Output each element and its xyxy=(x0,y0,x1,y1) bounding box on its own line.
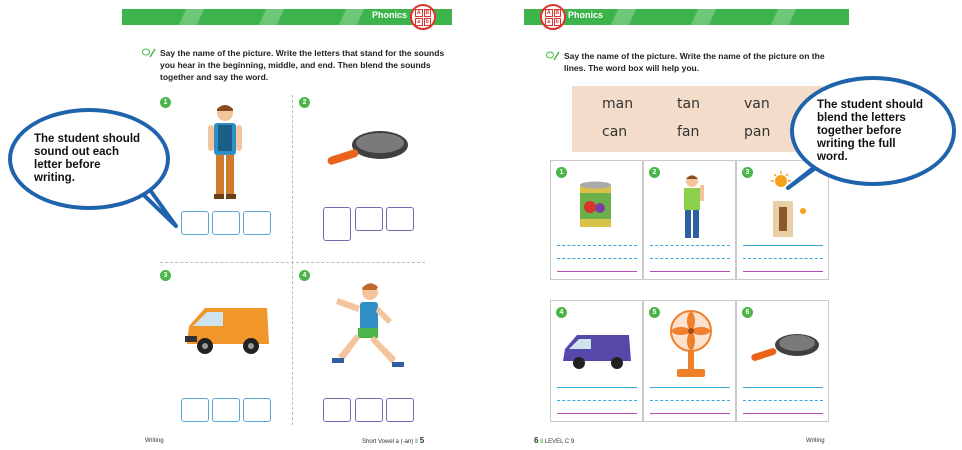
phonics-badge-icon: A B a b xyxy=(410,4,436,30)
writing-line[interactable] xyxy=(650,387,730,388)
letter-box-end[interactable] xyxy=(243,211,271,235)
letter-box-end[interactable] xyxy=(386,398,414,422)
word-box-word: fan xyxy=(677,124,700,140)
runner-icon xyxy=(330,280,405,385)
letter-box-end[interactable] xyxy=(243,398,271,422)
footer-left: Writing xyxy=(145,438,164,444)
writing-line[interactable] xyxy=(557,413,637,414)
writing-line[interactable] xyxy=(743,245,823,246)
writing-line[interactable] xyxy=(650,245,730,246)
writing-line[interactable] xyxy=(557,258,637,259)
word-box-word: man xyxy=(602,96,634,112)
footer-left: 6 ‖ LEVEL C 9 xyxy=(534,436,575,445)
item-number: 6 xyxy=(742,307,753,318)
writing-line[interactable] xyxy=(743,258,823,259)
writing-line[interactable] xyxy=(650,258,730,259)
exercise-card xyxy=(550,300,643,422)
footer-right: Writing xyxy=(806,438,825,444)
man-icon xyxy=(678,173,706,243)
item-number: 4 xyxy=(299,270,310,281)
header-band xyxy=(122,9,452,25)
item-number: 4 xyxy=(556,307,567,318)
item-number: 2 xyxy=(649,167,660,178)
writing-line[interactable] xyxy=(743,413,823,414)
header-label: Phonics xyxy=(568,10,604,20)
page-number: 6 xyxy=(534,436,539,445)
van-icon xyxy=(183,300,273,360)
letter-box-middle[interactable] xyxy=(212,211,240,235)
word-box-word: van xyxy=(744,96,770,112)
writing-line[interactable] xyxy=(557,245,637,246)
letter-box-beginning[interactable] xyxy=(323,398,351,422)
fan-icon xyxy=(669,309,714,381)
writing-line[interactable] xyxy=(650,400,730,401)
writing-line[interactable] xyxy=(557,400,637,401)
speech-pencil-icon xyxy=(546,51,560,61)
letter-box-beginning[interactable] xyxy=(323,207,351,241)
page-number: 5 xyxy=(419,436,425,445)
item-number: 5 xyxy=(649,307,660,318)
letter-box-middle[interactable] xyxy=(212,398,240,422)
letter-box-end[interactable] xyxy=(386,207,414,231)
letter-box-middle[interactable] xyxy=(355,398,383,422)
exercise-card xyxy=(550,160,643,280)
word-box-word: can xyxy=(602,124,628,140)
item-number: 2 xyxy=(299,97,310,108)
van-icon xyxy=(561,331,633,371)
letter-box-beginning[interactable] xyxy=(181,398,209,422)
phonics-badge-icon: A B a b xyxy=(540,4,566,30)
exercise-card xyxy=(643,300,736,422)
writing-line[interactable] xyxy=(650,271,730,272)
item-number: 1 xyxy=(160,97,171,108)
header-band xyxy=(524,9,849,25)
item-number: 3 xyxy=(160,270,171,281)
footer-right: Short Vowel a (-an) ‖ 5 xyxy=(362,436,425,445)
can-icon xyxy=(578,181,613,231)
left-page xyxy=(0,0,478,450)
writing-line[interactable] xyxy=(743,387,823,388)
exercise-card xyxy=(643,160,736,280)
pan-icon xyxy=(325,127,410,172)
word-box-word: tan xyxy=(677,96,700,112)
callout-text: The student should blend the letters together before writing the full word. xyxy=(817,98,924,163)
grid-divider-vertical xyxy=(292,95,293,425)
instruction-text: Say the name of the picture. Write the letters that stand for the sounds you hear in the beginning, middle, and end. Then blend the sounds together and say the word. xyxy=(160,47,450,83)
pan-icon xyxy=(749,331,821,367)
callout-bubble xyxy=(8,108,170,210)
letter-box-beginning[interactable] xyxy=(181,211,209,235)
item-number: 1 xyxy=(556,167,567,178)
word-box-word: pan xyxy=(744,124,771,140)
writing-line[interactable] xyxy=(743,400,823,401)
man-icon xyxy=(205,101,245,201)
callout-text: The student should sound out each letter before writing. xyxy=(34,133,141,184)
grid-divider-horizontal xyxy=(160,262,425,263)
right-page xyxy=(484,0,962,450)
header-label: Phonics xyxy=(372,10,408,20)
writing-line[interactable] xyxy=(557,387,637,388)
writing-line[interactable] xyxy=(650,413,730,414)
letter-box-middle[interactable] xyxy=(355,207,383,231)
exercise-card xyxy=(736,300,829,422)
writing-line[interactable] xyxy=(557,271,637,272)
instruction-text: Say the name of the picture. Write the name of the picture on the lines. The word box will help you. xyxy=(564,50,844,74)
item-number: 3 xyxy=(742,167,753,178)
writing-line[interactable] xyxy=(743,271,823,272)
speech-pencil-icon xyxy=(142,48,156,58)
callout-bubble xyxy=(790,76,956,186)
